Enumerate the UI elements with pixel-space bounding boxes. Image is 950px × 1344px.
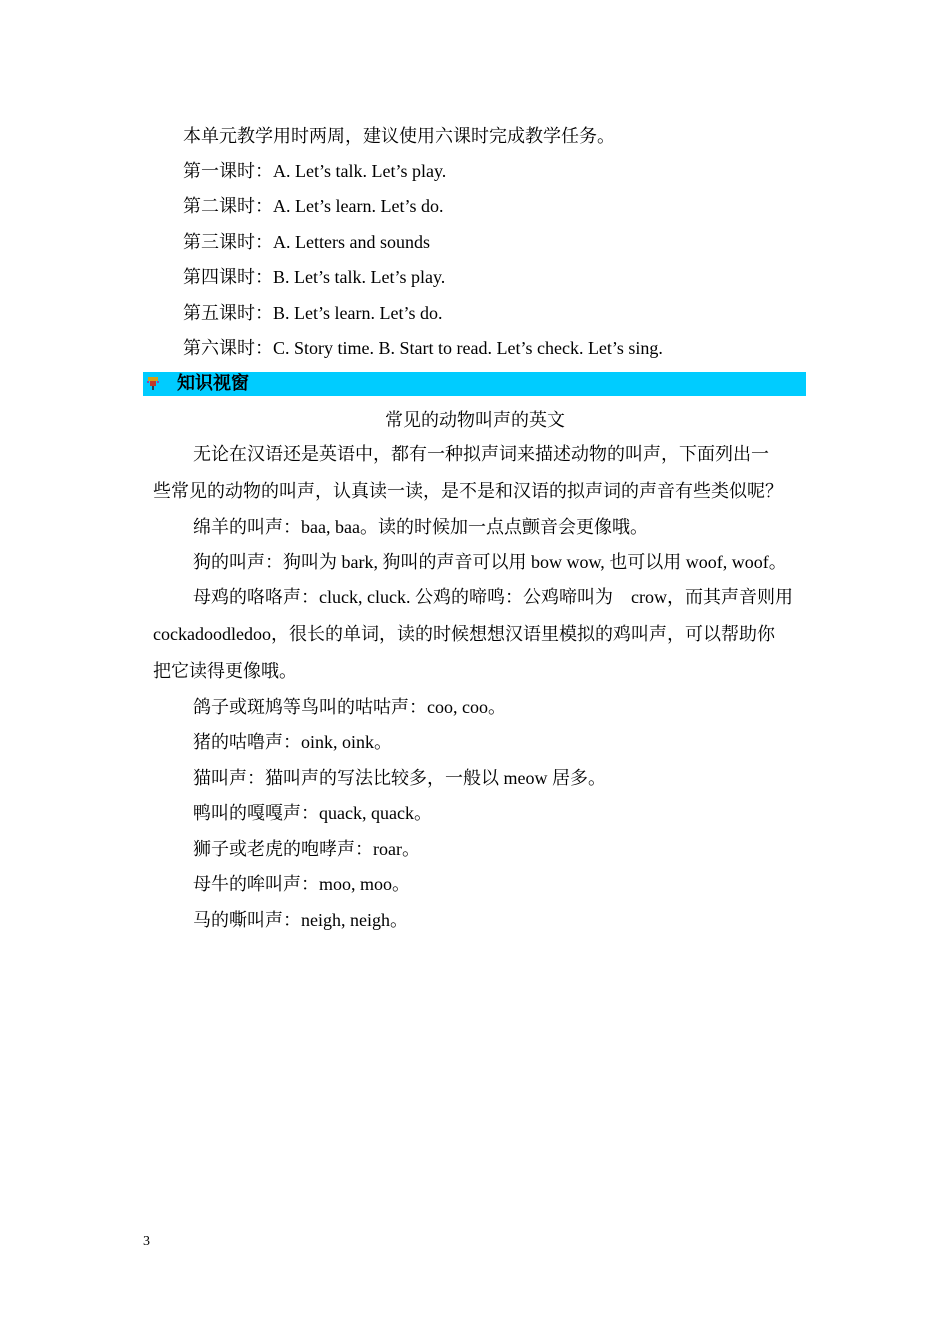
duck-sound-text: 鸭叫的嘎嘎声：quack, quack。 bbox=[193, 803, 432, 823]
page-number: 3 bbox=[143, 1234, 150, 1249]
article-title: 常见的动物叫声的英文 bbox=[385, 410, 565, 430]
chicken-sound-line-1: 母鸡的咯咯声：cluck, cluck. 公鸡的啼鸣：公鸡啼叫为 crow，而其声音则用 bbox=[193, 587, 793, 607]
chicken-sound-line-3: 把它读得更像哦。 bbox=[153, 661, 297, 681]
lesson-item-3: 第三课时：A. Letters and sounds bbox=[183, 232, 430, 252]
cow-sound-text: 母牛的哞叫声：moo, moo。 bbox=[193, 874, 411, 894]
lesson-item-1: 第一课时：A. Let’s talk. Let’s play. bbox=[183, 161, 447, 181]
lesson-item-5: 第五课时：B. Let’s learn. Let’s do. bbox=[183, 303, 443, 323]
lion-sound-text: 狮子或老虎的咆哮声：roar。 bbox=[193, 839, 420, 859]
horse-sound-text: 马的嘶叫声：neigh, neigh。 bbox=[193, 910, 408, 930]
cat-sound-text: 猫叫声：猫叫声的写法比较多，一般以 meow 居多。 bbox=[193, 768, 606, 788]
dog-sound-text: 狗的叫声：狗叫为 bark, 狗叫的声音可以用 bow wow, 也可以用 woof, woof。 bbox=[193, 552, 787, 572]
article-intro-line-2: 些常见的动物的叫声，认真读一读，是不是和汉语的拟声词的声音有些类似呢？ bbox=[153, 481, 783, 501]
pig-sound-text: 猪的咕噜声：oink, oink。 bbox=[193, 732, 393, 752]
lesson-item-4: 第四课时：B. Let’s talk. Let’s play. bbox=[183, 267, 446, 287]
article-intro-line-1: 无论在汉语还是英语中，都有一种拟声词来描述动物的叫声，下面列出一 bbox=[193, 444, 769, 464]
pin-icon bbox=[147, 377, 159, 390]
section-title: 知识视窗 bbox=[177, 373, 249, 394]
intro-text: 本单元教学用时两周，建议使用六课时完成教学任务。 bbox=[183, 126, 615, 146]
lesson-item-2: 第二课时：A. Let’s learn. Let’s do. bbox=[183, 196, 444, 216]
sheep-sound-text: 绵羊的叫声：baa, baa。读的时候加一点点颤音会更像哦。 bbox=[193, 517, 648, 537]
pigeon-sound-text: 鸽子或斑鸠等鸟叫的咕咕声：coo, coo。 bbox=[193, 697, 506, 717]
section-header-bar bbox=[143, 372, 806, 396]
lesson-item-6: 第六课时：C. Story time. B. Start to read. Let’s check. Let’s sing. bbox=[183, 338, 663, 358]
chicken-sound-line-2: cockadoodledoo，很长的单词，读的时候想想汉语里模拟的鸡叫声，可以帮助你 bbox=[153, 624, 775, 644]
